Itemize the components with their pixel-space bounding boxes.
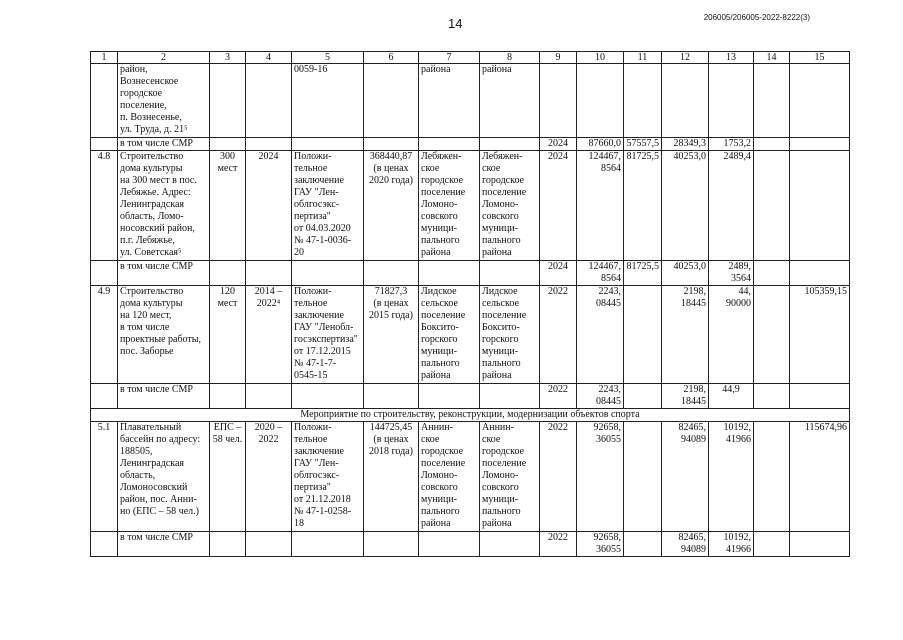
table-row (91, 286, 850, 384)
cell-remaining (790, 261, 850, 286)
cell-year: 2024 (540, 138, 577, 151)
cell-regional: 40253,0 (662, 151, 709, 261)
cell-customer: Лидское сельское поселение Боксито- горского муници- пального района (419, 286, 480, 384)
cell-cost (364, 64, 419, 138)
cell-remaining (790, 151, 850, 261)
cell-object: в том числе СМР (118, 138, 210, 151)
cell-remaining: 105359,15 (790, 286, 850, 384)
table-row (91, 151, 850, 261)
cell-object: район, Вознесенское городское поселение, п. Вознесенье, ул. Труда, д. 21⁵ (118, 64, 210, 138)
cell-object: Строительство дома культуры на 300 мест в пос. Лебяжье. Адрес: Ленинградская область, Ломо- носовский район, п.г. Лебяжье, ул. Советская⁵ (118, 151, 210, 261)
column-header: 3 (210, 52, 246, 64)
cell-year (540, 64, 577, 138)
cell-federal: 57557,5 (624, 138, 662, 151)
cell-capacity: 120 мест (210, 286, 246, 384)
cell-capacity: 300 мест (210, 151, 246, 261)
cell-regional (662, 64, 709, 138)
cell-cost (364, 384, 419, 409)
cell-recipient (480, 532, 540, 557)
cell-recipient (480, 384, 540, 409)
cell-total: 124467, 8564 (577, 151, 624, 261)
cell-year: 2022 (540, 384, 577, 409)
cell-other (754, 384, 790, 409)
cell-federal (624, 384, 662, 409)
cell-cost (364, 138, 419, 151)
cell-object: в том числе СМР (118, 261, 210, 286)
column-header: 14 (754, 52, 790, 64)
cell-id (91, 532, 118, 557)
cell-other (754, 532, 790, 557)
cell-capacity (210, 261, 246, 286)
cell-object: в том числе СМР (118, 532, 210, 557)
cell-customer: Аннин- ское городское поселение Ломоно- совского муници- пального района (419, 422, 480, 532)
cell-local (709, 64, 754, 138)
cell-federal (624, 422, 662, 532)
cell-period (246, 261, 292, 286)
document-code: 206005/206005-2022-8222(3) (703, 13, 810, 22)
cell-local: 44, 90000 (709, 286, 754, 384)
cell-total: 2243, 08445 (577, 384, 624, 409)
table-row (91, 261, 850, 286)
cell-local: 10192, 41966 (709, 532, 754, 557)
table-row (91, 384, 850, 409)
cell-customer: Лебяжен- ское городское поселение Ломоно- совского муници- пального района (419, 151, 480, 261)
cell-customer (419, 532, 480, 557)
section-heading: Мероприятие по строительству, реконструкции, модернизации объектов спорта (91, 409, 850, 422)
cell-regional: 28349,3 (662, 138, 709, 151)
cell-federal (624, 64, 662, 138)
cell-year: 2024 (540, 261, 577, 286)
cell-id: 4.8 (91, 151, 118, 261)
column-header: 10 (577, 52, 624, 64)
cell-recipient (480, 138, 540, 151)
cell-year: 2022 (540, 286, 577, 384)
cell-recipient: района (480, 64, 540, 138)
cell-period: 2014 – 2022⁴ (246, 286, 292, 384)
column-header: 13 (709, 52, 754, 64)
cell-expertise: 0059-16 (292, 64, 364, 138)
column-number-row (91, 52, 850, 64)
cell-id (91, 138, 118, 151)
cell-federal (624, 532, 662, 557)
column-header: 2 (118, 52, 210, 64)
cell-total: 87660,0 (577, 138, 624, 151)
cell-expertise (292, 532, 364, 557)
cell-remaining (790, 138, 850, 151)
cell-customer (419, 138, 480, 151)
cell-total (577, 64, 624, 138)
cell-recipient (480, 261, 540, 286)
cell-regional: 82465, 94089 (662, 532, 709, 557)
cell-other (754, 64, 790, 138)
cell-recipient: Лидское сельское поселение Боксито- горского муници- пального района (480, 286, 540, 384)
cell-cost (364, 261, 419, 286)
cell-total: 2243, 08445 (577, 286, 624, 384)
column-header: 9 (540, 52, 577, 64)
cell-id: 5.1 (91, 422, 118, 532)
table-row (91, 64, 850, 138)
cell-other (754, 286, 790, 384)
column-header: 15 (790, 52, 850, 64)
column-header: 11 (624, 52, 662, 64)
table-row (91, 422, 850, 532)
cell-id (91, 261, 118, 286)
table-row (91, 138, 850, 151)
cell-remaining (790, 64, 850, 138)
cell-object: Строительство дома культуры на 120 мест, в том числе проектные работы, пос. Заборье (118, 286, 210, 384)
cell-period (246, 64, 292, 138)
cell-expertise: Положи- тельное заключение ГАУ "Лен- облгосэкс- пертиза" от 21.12.2018 № 47-1-0258- 18 (292, 422, 364, 532)
column-header: 7 (419, 52, 480, 64)
cell-expertise: Положи- тельное заключение ГАУ "Лен- облгосэкс- пертиза" от 04.03.2020 № 47-1-0036- 20 (292, 151, 364, 261)
column-header: 1 (91, 52, 118, 64)
cell-expertise (292, 138, 364, 151)
cell-year: 2024 (540, 151, 577, 261)
cell-other (754, 138, 790, 151)
cell-federal (624, 286, 662, 384)
table-row (91, 532, 850, 557)
column-header: 8 (480, 52, 540, 64)
cell-cost: 144725,45 (в ценах 2018 года) (364, 422, 419, 532)
cell-year: 2022 (540, 532, 577, 557)
cell-id (91, 64, 118, 138)
cell-other (754, 151, 790, 261)
cell-remaining: 115674,96 (790, 422, 850, 532)
cell-other (754, 422, 790, 532)
cell-local: 2489,4 (709, 151, 754, 261)
cell-local: 44,9 (709, 384, 754, 409)
cell-period (246, 532, 292, 557)
cell-total: 92658, 36055 (577, 422, 624, 532)
cell-expertise: Положи- тельное заключение ГАУ "Ленобл- госэкспертиза" от 17.12.2015 № 47-1-7- 0545-15 (292, 286, 364, 384)
cell-period (246, 138, 292, 151)
cell-expertise (292, 261, 364, 286)
investment-table (90, 51, 850, 557)
cell-period: 2024 (246, 151, 292, 261)
cell-customer: района (419, 64, 480, 138)
cell-regional: 2198, 18445 (662, 286, 709, 384)
cell-total: 92658, 36055 (577, 532, 624, 557)
cell-remaining (790, 532, 850, 557)
cell-federal: 81725,5 (624, 151, 662, 261)
cell-period: 2020 – 2022 (246, 422, 292, 532)
cell-capacity (210, 138, 246, 151)
cell-regional: 40253,0 (662, 261, 709, 286)
column-header: 12 (662, 52, 709, 64)
column-header: 4 (246, 52, 292, 64)
cell-capacity (210, 532, 246, 557)
cell-capacity: ЕПС – 58 чел. (210, 422, 246, 532)
page-number: 14 (448, 16, 463, 31)
cell-cost: 71827,3 (в ценах 2015 года) (364, 286, 419, 384)
cell-period (246, 384, 292, 409)
cell-object: в том числе СМР (118, 384, 210, 409)
cell-recipient: Аннин- ское городское поселение Ломоно- совского муници- пального района (480, 422, 540, 532)
cell-other (754, 261, 790, 286)
cell-customer (419, 384, 480, 409)
cell-capacity (210, 64, 246, 138)
cell-local: 10192, 41966 (709, 422, 754, 532)
cell-id (91, 384, 118, 409)
cell-total: 124467, 8564 (577, 261, 624, 286)
cell-capacity (210, 384, 246, 409)
cell-year: 2022 (540, 422, 577, 532)
cell-federal: 81725,5 (624, 261, 662, 286)
cell-cost: 368440,87 (в ценах 2020 года) (364, 151, 419, 261)
cell-object: Плавательный бассейн по адресу: 188505, Ленинградская область, Ломоносовский район, пос. Анни- но (ЕПС – 58 чел.) (118, 422, 210, 532)
cell-local: 1753,2 (709, 138, 754, 151)
cell-expertise (292, 384, 364, 409)
column-header: 5 (292, 52, 364, 64)
cell-regional: 82465, 94089 (662, 422, 709, 532)
cell-cost (364, 532, 419, 557)
cell-id: 4.9 (91, 286, 118, 384)
cell-remaining (790, 384, 850, 409)
cell-regional: 2198, 18445 (662, 384, 709, 409)
column-header: 6 (364, 52, 419, 64)
cell-customer (419, 261, 480, 286)
section-row (91, 409, 850, 422)
cell-local: 2489, 3564 (709, 261, 754, 286)
cell-recipient: Лебяжен- ское городское поселение Ломоно- совского муници- пального района (480, 151, 540, 261)
